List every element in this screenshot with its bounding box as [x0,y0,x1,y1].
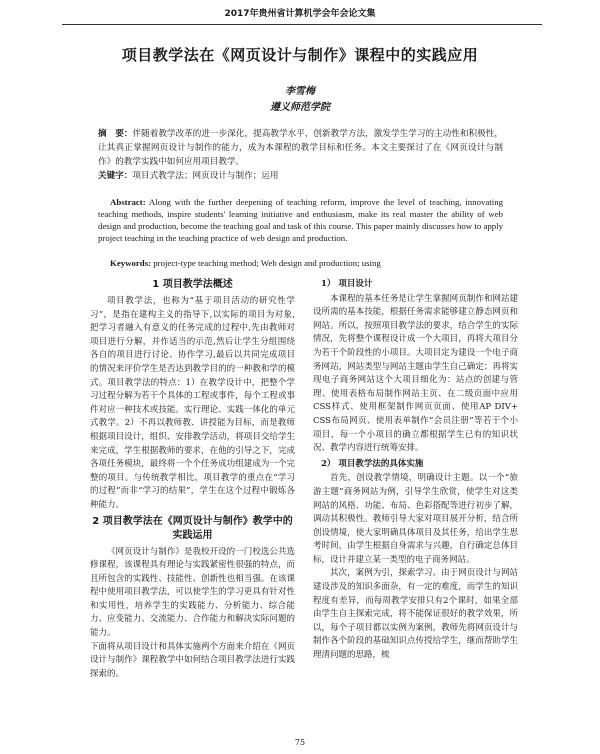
abstract-cn-text: 伴随着教学改革的进一步深化，提高教学水平，创新教学方法，激发学生学习的主动性和积极性，让其真正掌握网页设计与制作的能力，成为本课程的教学目标和任务。本文主要探讨了在《网页设计与制作》的教学实践中如何应用项目教学。 [98,129,503,167]
subsection-2-1-paragraph: 本课程的基本任务是让学生掌握网页制作和网站建设所需的基本技能，根据任务需求能够建立静态网页和网站。所以，按照项目教学法的要求，结合学生的实际情况，先将整个课程设计成一个大项目，再将大项目分为若干个阶段性的小项目。大项目定为建设一个电子商务网站，网站类型与网站主题由学生自己确定；再将实现电子商务网站这个大项目细化为：站点的创建与管理、使用表格布局制作网站主页、在二级页面中应用CSS样式、使用框架制作网页页面、使用AP DIV+ CSS布局网页、使用表单制作“会员注册”等若干个小项目，每一个小项目的确立都根据学生已有的知识状况、教学内容进行统筹安排。 [313,293,518,454]
keywords-cn-text: 项目式教学法；网页设计与制作；运用 [132,171,279,181]
abstract-en [98,196,503,244]
keywords-cn-label: 关键字： [98,171,133,181]
keywords-en-text: project-type teaching method; Web design and production; using [151,258,381,268]
subsection-2-2-paragraph-2: 其次，案例为引，探索学习。由于网页设计与网站建设涉及的知识多面杂，有一定的难度，而学生的知识程度有差异，而每周教学安排只有2个课时，如果全部由学生自主探索完成，将不能保证很好的教学效果，所以，每个子项目都以实例为案例，教师先将网页设计与制作各个阶段的基础知识点传授给学生，继而帮助学生理清问题的思路，梳 [313,568,518,661]
section-2-paragraph-1: 《网页设计与制作》是我校开设的一门校选公共选修课程，该课程具有理论与实践紧密性很强的特点，而且所包含的实践性、技能性、创新性也相当强。在该课程中使用项目教学法，可以使学生的学习更具有针对性和实用性，培养学生的实践能力、分析能力、综合能力、应变能力、交流能力、合作能力和解决实际问题的能力。 [90,546,295,639]
author-affiliation: 遵义师范学院 [270,102,330,113]
section-1-paragraph: 项目教学法，也称为“基于项目活动的研究性学习”，是指在建构主义的指导下,以实际的项目为对象,把学习者融入有意义的任务完成的过程中,先由教师对项目进行分解，并作适当的示范,然后让学生分组围绕各自的项目进行讨论、协作学习,最后以共同完成项目的情况来评价学生是否达到教学目的的一种教和学的模式。项目教学法的特点：1）在教学设计中，把整个学习过程分解为若干个具体的工程或事件，每个工程或事件对应一种技术或技能。实行理论、实践一体化的单元式教学。2）不再以教师教、讲授能为目标，而是教师根据项目设计，组织、安排教学活动，将项目交给学生来完成，学生根据教师的要求，在他的引导之下，完成各项任务模块，最终将一个个任务成功组建成为一个完整的项目。与传统教学相比，项目教学的重点在“学习的过程”而非“学习的结果”，学生在这个过程中锻炼各种能力。 [90,296,295,510]
abstract-en-text: Along with the further deepening of teaching reform, improve the level of teaching, innovating teaching methods, inspire students' learning initiative and enthusiasm, make its real master the ability of web design and production, become the teaching goal and task of this course. This paper mainly discusses how to apply project teaching in the teaching practice of web design and production. [98,197,503,243]
subsection-2-1-heading: 1） 项目设计 [321,279,373,289]
keywords-cn [98,169,503,183]
running-head: 2017年贵州省计算机学会年会论文集 [224,9,376,19]
abstract-cn [98,127,503,169]
header-rule [62,24,542,25]
keywords-en-label: Keywords: [110,258,152,268]
subsection-2-2-heading: 2） 项目教学法的具体实施 [321,458,424,469]
right-column [313,276,518,663]
section-1-heading: 1 项目教学法概述 [152,279,233,290]
author-name: 李雪梅 [285,86,315,97]
abstract-cn-label: 摘 要： [98,129,133,139]
paper-title: 项目教学法在《网页设计与制作》课程中的实践应用 [121,46,479,64]
subsection-2-2-paragraph-1: 首先，创设教学情境，明确设计主题。以一个“旅游主题”商务网站为例，引导学生欣赏，使学生对这类网站的风格、功能、布局、色彩搭配等进行初步了解，调动其积极性。教师引导大家对项目展开分析，结合所创设情境，使大家明确具体项目及其任务，给出学生思考时间，由学生根据自身需求与兴趣，自行确定总体目标，设计并建立某一类型的电子商务网站。 [313,473,518,565]
abstract-en-label: Abstract: [110,197,146,207]
left-column [90,276,295,681]
section-2-paragraph-2: 下面将从项目设计和具体实施两个方面来介绍在《网页设计与制作》课程教学中如何结合项目教学法进行实践探索的。 [90,641,295,679]
page-number: 75 [294,738,306,747]
keywords-en [98,257,503,269]
section-2-heading: 2 项目教学法在《网页设计与制作》教学中的实践运用 [92,515,293,541]
